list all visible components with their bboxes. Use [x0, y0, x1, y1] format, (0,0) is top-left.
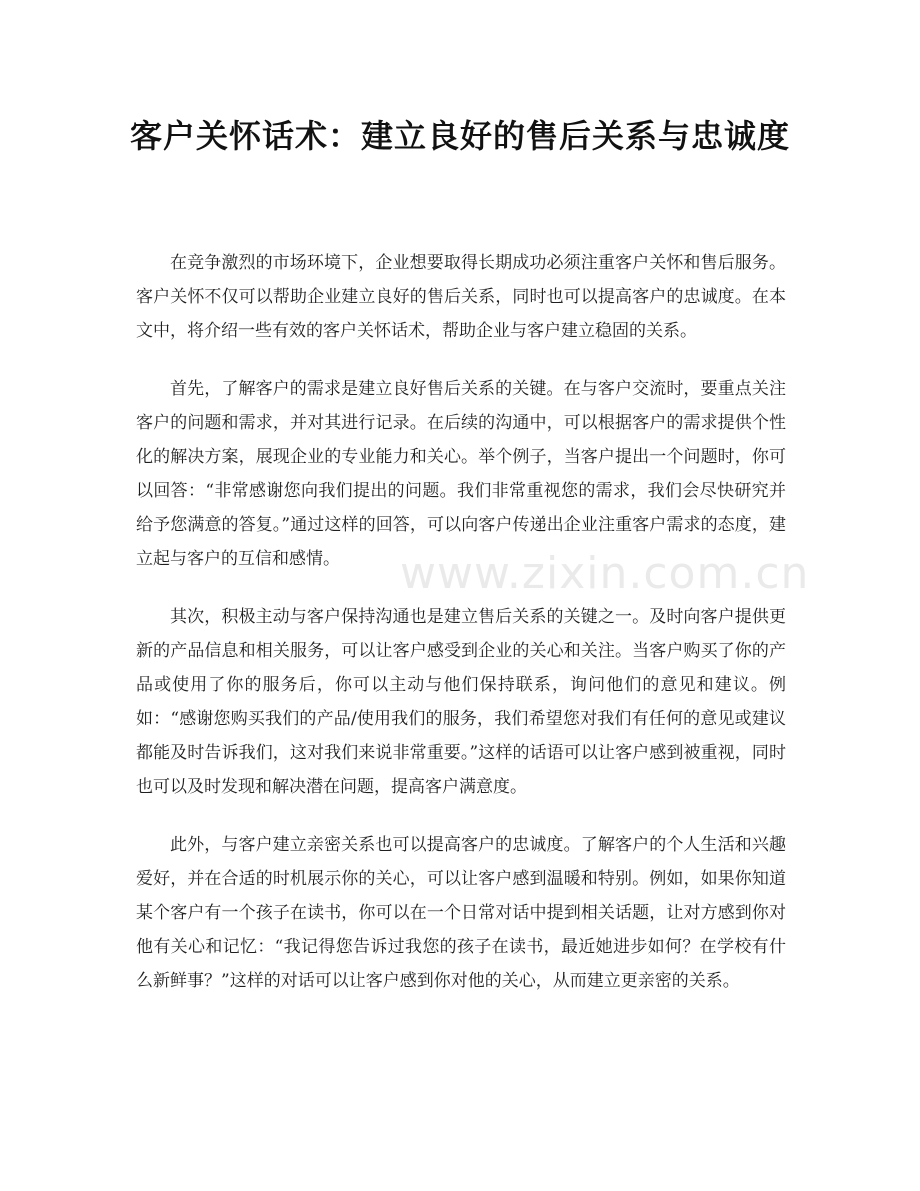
document-title: 客户关怀话术：建立良好的售后关系与忠诚度: [129, 117, 790, 155]
paragraph-1: 在竞争激烈的市场环境下，企业想要取得长期成功必须注重客户关怀和售后服务。客户关怀不仅可以帮助企业建立良好的售后关系，同时也可以提高客户的忠诚度。在本文中，将介绍一些有效的客户关怀话术，帮助企业与客户建立稳固的关系。: [136, 253, 786, 341]
paragraph-2: 首先，了解客户的需求是建立良好售后关系的关键。在与客户交流时，要重点关注客户的问题和需求，并对其进行记录。在后续的沟通中，可以根据客户的需求提供个性化的解决方案，展现企业的专业能力和关心。举个例子，当客户提出一个问题时，你可以回答：“非常感谢您向我们提出的问题。我们非常重视您的需求，我们会尽快研究并给予您满意的答复。”通过这样的回答，可以向客户传递出企业注重客户需求的态度，建立起与客户的互信和感情。: [136, 379, 786, 569]
paragraph-3: 其次，积极主动与客户保持沟通也是建立售后关系的关键之一。及时向客户提供更新的产品信息和相关服务，可以让客户感受到企业的关心和关注。当客户购买了你的产品或使用了你的服务后，你可以主动与他们保持联系，询问他们的意见和建议。例如：“感谢您购买我们的产品/使用我们的服务，我们希望您对我们有任何的意见或建议都能及时告诉我们，这对我们来说非常重要。”这样的话语可以让客户感到被重视，同时也可以及时发现和解决潜在问题，提高客户满意度。: [136, 607, 786, 797]
watermark-text: www.zixin.com.cn: [400, 548, 810, 599]
paragraph-4: 此外，与客户建立亲密关系也可以提高客户的忠诚度。了解客户的个人生活和兴趣爱好，并在合适的时机展示你的关心，可以让客户感到温暖和特别。例如，如果你知道某个客户有一个孩子在读书，你可以在一个日常对话中提到相关话题，让对方感到你对他有关心和记忆：“我记得您告诉过我您的孩子在读书，最近她进步如何？在学校有什么新鲜事？”这样的对话可以让客户感到你对他的关心，从而建立更亲密的关系。: [136, 835, 786, 991]
document-body: [136, 246, 786, 1022]
